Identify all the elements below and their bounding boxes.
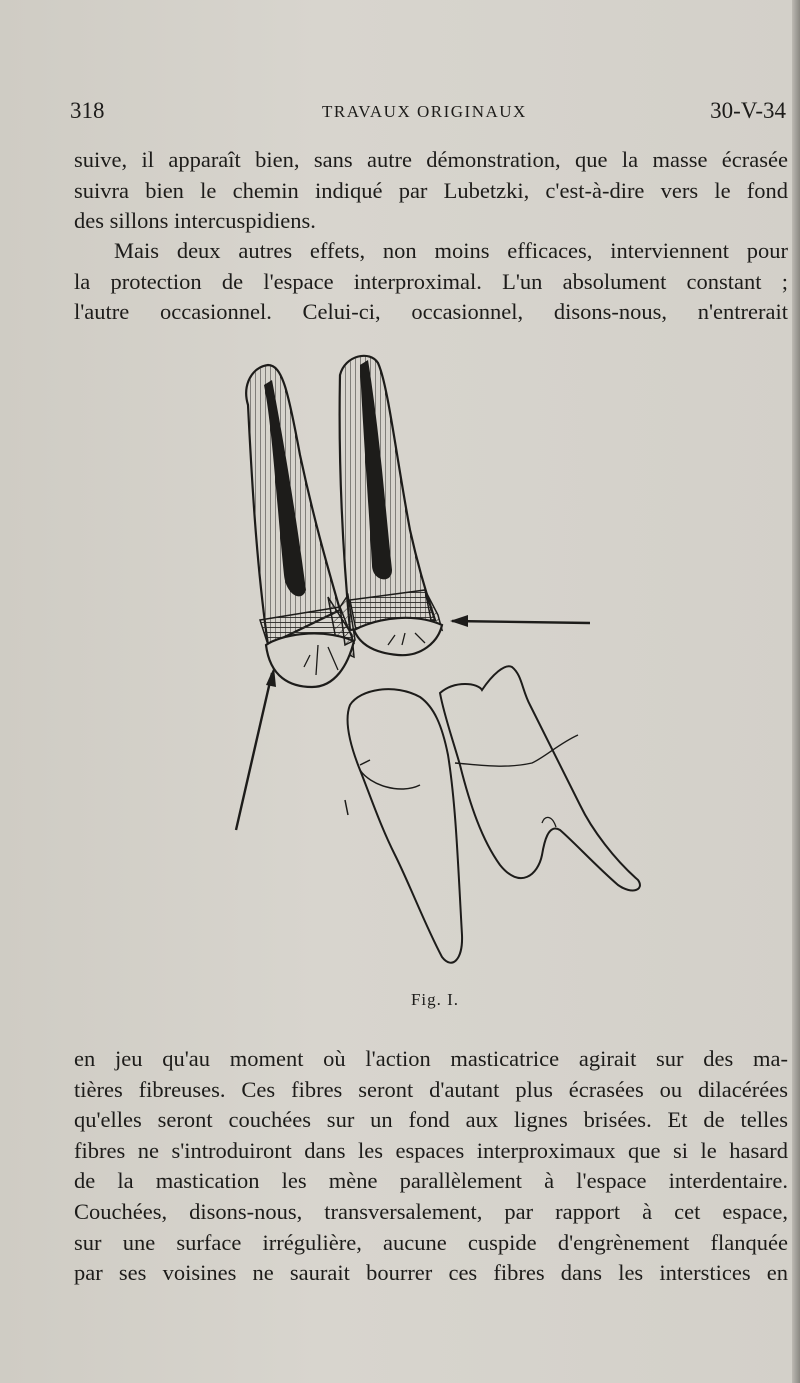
text-line: suivra bien le chemin indiqué par Lubetzki, c'est-à-dire vers le fond: [74, 177, 788, 203]
text-line: l'autre occasionnel. Celui-ci, occasionnel, disons-nous, n'entrerait: [74, 299, 788, 325]
arrow-bottom-indicator: [236, 667, 276, 830]
upper-right-tooth: [340, 356, 442, 655]
page-number: 318: [70, 98, 105, 123]
tooth-diagram: [220, 345, 650, 975]
issue-date: 30-V-34: [710, 98, 786, 123]
paragraph-top: [74, 145, 788, 237]
running-header: [70, 98, 790, 128]
figure-caption: Fig. I.: [410, 990, 460, 1009]
lower-right-tooth: [440, 666, 640, 890]
lower-left-tooth: [345, 689, 462, 963]
text-line: tières fibreuses. Ces fibres seront d'autant plus écrasées ou dilacérées: [74, 1076, 788, 1102]
text-line: par ses voisines ne saurait bourrer ces fibres dans les interstices en: [74, 1260, 788, 1286]
text-line: qu'elles seront couchées sur un fond aux lignes brisées. Et de telles: [74, 1107, 788, 1133]
text-line: des sillons intercuspidiens.: [74, 208, 316, 234]
running-title: TRAVAUX ORIGINAUX: [322, 102, 527, 121]
text-line: de la mastication les mène parallèlement à l'espace interdentaire.: [74, 1168, 788, 1194]
text-line: suive, il apparaît bien, sans autre démonstration, que la masse écrasée: [74, 147, 788, 172]
upper-left-tooth: [246, 365, 354, 687]
page-edge-shadow: [792, 0, 800, 1383]
arrow-right-indicator: [450, 615, 590, 627]
text-line: Couchées, disons-nous, transversalement, par rapport à cet espace,: [74, 1198, 788, 1224]
paragraph-bottom: [74, 1044, 788, 1289]
text-line: sur une surface irrégulière, aucune cuspide d'engrènement flanquée: [74, 1229, 788, 1255]
text-line: la protection de l'espace interproximal. L'un absolument constant ;: [74, 268, 788, 294]
text-line: fibres ne s'introduiront dans les espaces interproximaux que si le hasard: [74, 1137, 788, 1163]
text-line: en jeu qu'au moment où l'action masticatrice agirait sur des ma-: [74, 1046, 788, 1071]
text-line: Mais deux autres effets, non moins efficaces, interviennent pour: [114, 238, 788, 263]
paragraph-second: [74, 236, 788, 328]
